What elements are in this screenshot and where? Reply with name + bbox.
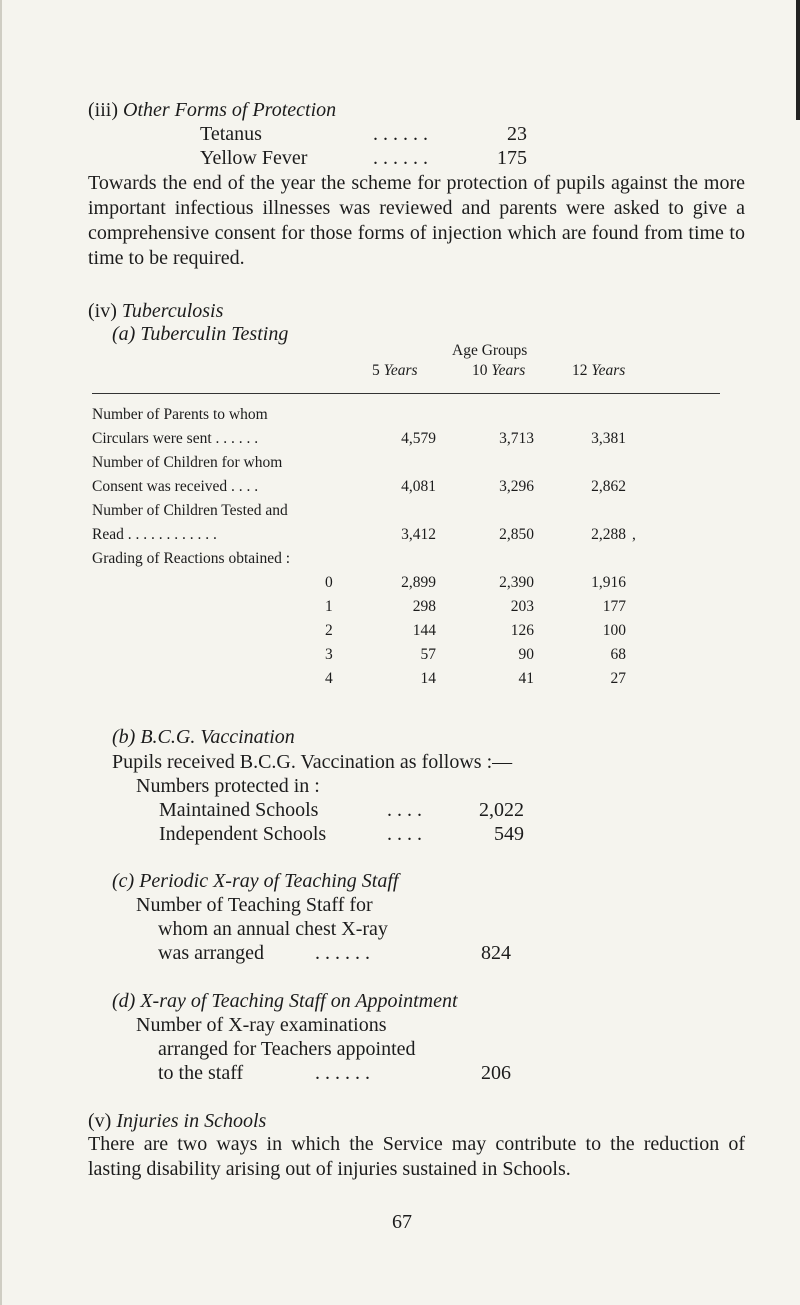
table-cell: 41 (518, 670, 534, 687)
section-iv-heading (88, 299, 223, 323)
table-cell: 1,916 (591, 574, 626, 591)
xray-appointment-text: arranged for Teachers appointed (158, 1038, 416, 1060)
leader-dots: . . . . . . (315, 1062, 370, 1084)
subsection-letter: (b) (112, 726, 136, 748)
section-v-heading (88, 1109, 266, 1133)
table-cell: 2,390 (499, 574, 534, 591)
maintained-schools-label: Maintained Schools (159, 799, 319, 821)
xray-appointment-text: Number of X-ray examinations (136, 1014, 387, 1036)
row-label: Circulars were sent . . . . . . (92, 430, 259, 447)
table-cell: 4,081 (401, 478, 436, 495)
table-cell: 90 (518, 646, 534, 663)
section-title: Injuries in Schools (116, 1110, 267, 1132)
section-numeral: (iii) (88, 99, 118, 121)
tetanus-value: 23 (507, 123, 527, 145)
grading-label: Grading of Reactions obtained : (92, 550, 291, 567)
page-edge (0, 0, 2, 1305)
page-number: 67 (392, 1211, 412, 1233)
bcg-intro: Pupils received B.C.G. Vaccination as follows :— (112, 751, 513, 773)
table-cell: 3,412 (401, 526, 436, 543)
column-header-10-years: 10 Years (472, 362, 526, 379)
table-cell: 2,850 (499, 526, 534, 543)
table-cell: 4,579 (401, 430, 436, 447)
scan-edge-mark (796, 0, 800, 120)
subsection-title: B.C.G. Vaccination (140, 726, 295, 748)
grade-number: 1 (325, 598, 333, 615)
subsection-title: Periodic X-ray of Teaching Staff (139, 870, 399, 892)
leader-dots: . . . . . . (315, 942, 370, 964)
injuries-paragraph: There are two ways in which the Service may contribute to the reduction of lasting disability arising out of injuries sustained in Schools. (88, 1133, 745, 1180)
section-title: Other Forms of Protection (123, 99, 337, 121)
table-cell: 27 (610, 670, 626, 687)
row-label: Consent was received . . . . (92, 478, 259, 495)
subsection-title: X-ray of Teaching Staff on Appointment (140, 990, 458, 1012)
column-header-12-years: 12 Years (572, 362, 626, 379)
table-cell: 177 (602, 598, 626, 615)
yellow-fever-value: 175 (497, 147, 527, 169)
table-cell: 3,713 (499, 430, 534, 447)
subsection-c-heading (112, 869, 398, 893)
subsection-d-heading (112, 989, 458, 1013)
xray-staff-text: whom an annual chest X-ray (158, 918, 388, 940)
subsection-b-heading (112, 725, 295, 749)
subsection-letter: (d) (112, 990, 136, 1012)
subsection-letter: (a) (112, 323, 136, 345)
section-numeral: (iv) (88, 300, 117, 322)
table-cell: 3,381 (591, 430, 626, 447)
bcg-protected-label: Numbers protected in : (136, 775, 320, 797)
row-label: Number of Children for whom (92, 454, 283, 471)
table-cell: 126 (510, 622, 534, 639)
maintained-schools-value: 2,022 (479, 799, 524, 821)
age-groups-header: Age Groups (452, 342, 528, 359)
protection-paragraph: Towards the end of the year the scheme for protection of pupils against the more important infectious illnesses was reviewed and parents were asked to give a comprehensive consent for those forms of injection which are found from time to time to be required. (88, 172, 745, 269)
grade-number: 3 (325, 646, 333, 663)
table-cell: 57 (420, 646, 436, 663)
grade-number: 2 (325, 622, 333, 639)
section-title: Tuberculosis (121, 300, 224, 322)
section-numeral: (v) (88, 1110, 112, 1132)
row-label: Read . . . . . . . . . . . . (92, 526, 217, 543)
subsection-a-heading (112, 322, 288, 346)
xray-staff-last-line: was arranged (158, 942, 265, 964)
table-cell: 2,862 (591, 478, 626, 495)
subsection-title: Tuberculin Testing (140, 323, 289, 345)
xray-appointment-last-line: to the staff (158, 1062, 244, 1084)
leader-dots: . . . . (387, 799, 422, 821)
xray-staff-value: 824 (481, 942, 511, 964)
section-iii-heading (88, 98, 336, 122)
row-label: Number of Children Tested and (92, 502, 288, 519)
table-cell: 2,288 (591, 526, 626, 543)
stray-comma: , (632, 526, 636, 543)
table-cell: 100 (602, 622, 626, 639)
independent-schools-label: Independent Schools (159, 823, 327, 845)
table-cell: 3,296 (499, 478, 534, 495)
table-cell: 144 (412, 622, 436, 639)
table-cell: 14 (420, 670, 436, 687)
yellow-fever-label: Yellow Fever (200, 147, 308, 169)
leader-dots: . . . . . . (373, 147, 428, 169)
table-header-rule (92, 393, 720, 394)
independent-schools-value: 549 (494, 823, 524, 845)
table-cell: 68 (610, 646, 626, 663)
leader-dots: . . . . (387, 823, 422, 845)
table-cell: 2,899 (401, 574, 436, 591)
xray-appointment-value: 206 (481, 1062, 511, 1084)
leader-dots: . . . . . . (373, 123, 428, 145)
table-cell: 203 (510, 598, 534, 615)
subsection-letter: (c) (112, 870, 135, 892)
table-cell: 298 (412, 598, 436, 615)
grade-number: 0 (325, 574, 333, 591)
column-header-5-years: 5 Years (372, 362, 418, 379)
xray-staff-text: Number of Teaching Staff for (136, 894, 373, 916)
grade-number: 4 (325, 670, 333, 687)
tetanus-label: Tetanus (200, 123, 262, 145)
row-label: Number of Parents to whom (92, 406, 268, 423)
